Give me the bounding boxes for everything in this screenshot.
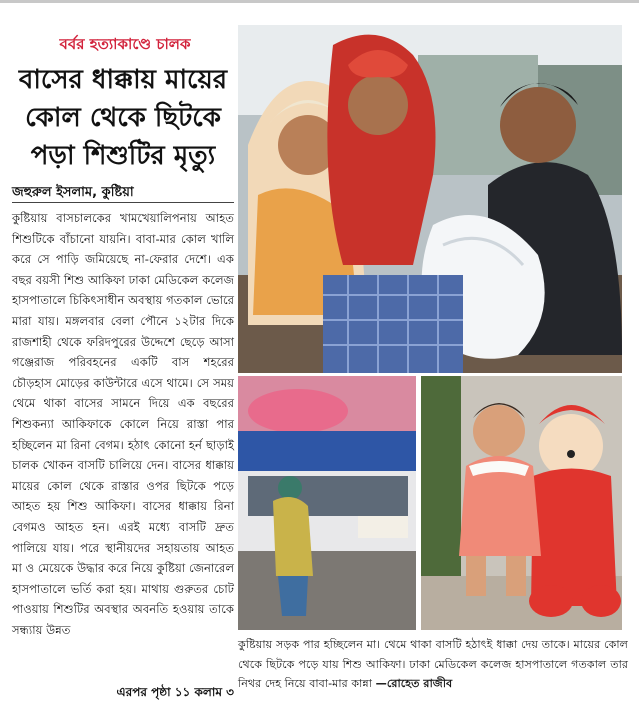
- photo-main-illustration: [238, 25, 622, 373]
- byline-divider: [12, 202, 234, 203]
- kicker: বর্বর হত্যাকাণ্ডে চালক: [59, 35, 191, 53]
- photo-cctv-bus: [238, 376, 416, 630]
- photo-bus-illustration: [238, 376, 416, 630]
- photo-child-with-teddy: [421, 376, 622, 630]
- headline: [12, 61, 234, 175]
- photo-child-illustration: [421, 376, 622, 630]
- continued-ref: এরপর পৃষ্ঠা ১১ কলাম ৩: [116, 685, 234, 699]
- photo-caption: [238, 635, 628, 694]
- byline: জহুরুল ইসলাম, কুষ্টিয়া: [12, 185, 134, 200]
- headline-line-2: কোল থেকে ছিটকে: [25, 103, 221, 133]
- photo-credit: —রোহেত রাজীব: [375, 677, 453, 690]
- article-body: কুষ্টিয়ায় বাসচালকের খামখেয়ালিপনায় আহত শিশুটিকে বাঁচানো যায়নি। বাবা-মার কোল খালি করে সে পাড়ি জমিয়েছে না-ফেরার দেশে। এক বছর বয়সী শিশু আকিফা ঢাকা মেডিকেল কলেজ হাসপাতালে চিকিৎসাধীন অবস্থায় গতকাল ভোরে মারা যায়। মঙ্গলবার বেলা পৌনে ১২টার দিকে রাজশাহী থেকে ফরিদপুরের উদ্দেশে ছেড়ে আসা গঞ্জেরাজ পরিবহনের একটি বাস শহরের চৌড়হাস মোড়ের কাউন্টারে এসে থামে। সে সময় থেমে থাকা বাসের সামনে দিয়ে এক বছরের শিশুকন্যা আকিফাকে কোলে নিয়ে রাস্তা পার হচ্ছিলেন মা রিনা বেগম। হঠাৎ কোনো হর্ন ছাড়াই চালক খোকন বাসটি চালিয়ে দেন। বাসের ধাক্কায় মায়ের কোল থেকে রাস্তার ওপর ছিটকে পড়ে আহত হয় শিশু আকিফা। বাসের ধাক্কায় রিনা বেগমও আহত হন। এরই মধ্যে বাসটি দ্রুত পালিয়ে যায়। পরে স্থানীয়দের সহায়তায় আহত মা ও মেয়েকে উদ্ধার করে নিয়ে কুষ্টিয়া জেনারেল হাসপাতালে ভর্তি করা হয়। মাথায় গুরুতর চোট পাওয়ায় শিশুটির অবস্থার অবনতি হওয়ায় তাকে সন্ধ্যায় উন্নত: [12, 211, 234, 637]
- headline-line-3: পড়া শিশুটির মৃত্যু: [30, 141, 216, 171]
- headline-line-1: বাসের ধাক্কায় মায়ের: [18, 65, 228, 95]
- caption-text: কুষ্টিয়ায় সড়ক পার হচ্ছিলেন মা। থেমে থাকা বাসটি হঠাৎই ধাক্কা দেয় তাকে। মায়ের কোল থেকে ছিটকে পড়ে যায় শিশু আকিফা। ঢাকা মেডিকেল কলেজ হাসপাতালে গতকাল তার নিথর দেহ নিয়ে বাবা-মার কান্না: [238, 638, 628, 690]
- photo-grieving-family: [238, 25, 622, 373]
